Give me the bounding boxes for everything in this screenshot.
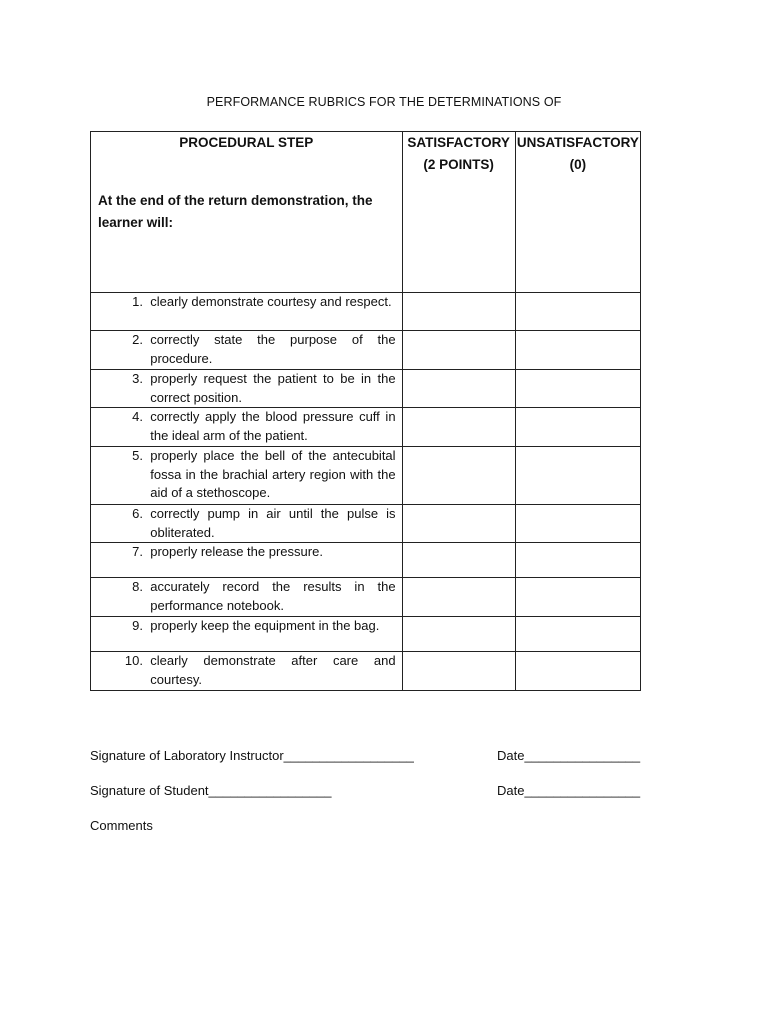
table-row (91, 617, 641, 652)
step-number: 7. (132, 544, 143, 559)
step-number: 10. (124, 653, 143, 668)
table-row (91, 543, 641, 578)
step-cell (91, 293, 403, 331)
header-satisfactory-label: SATISFACTORY (407, 135, 510, 150)
step-cell (91, 543, 403, 578)
unsatisfactory-cell[interactable] (515, 293, 640, 331)
table-row (91, 578, 641, 617)
step-number: 5. (132, 448, 143, 463)
rubric-table (90, 131, 641, 691)
table-row (91, 408, 641, 447)
unsatisfactory-cell[interactable] (515, 331, 640, 370)
unsatisfactory-cell[interactable] (515, 408, 640, 447)
instructor-signature-line[interactable]: Signature of Laboratory Instructor__________________ (90, 748, 414, 763)
step-text: clearly demonstrate after care and courtesy. (150, 653, 396, 687)
step-text: clearly demonstrate courtesy and respect. (150, 294, 392, 309)
step-cell (91, 370, 403, 408)
table-row (91, 652, 641, 691)
step-cell (91, 331, 403, 370)
step-text: accurately record the results in the performance notebook. (150, 579, 396, 613)
header-unsatisfactory-cell (515, 132, 640, 293)
step-text: correctly pump in air until the pulse is obliterated. (150, 506, 396, 540)
header-unsatisfactory-label: UNSATISFACTORY (516, 135, 639, 150)
satisfactory-cell[interactable] (402, 293, 515, 331)
satisfactory-cell[interactable] (402, 543, 515, 578)
comments-label: Comments (90, 818, 153, 833)
step-number: 6. (132, 506, 143, 521)
step-number: 4. (132, 409, 143, 424)
unsatisfactory-cell[interactable] (515, 617, 640, 652)
step-number: 1. (132, 294, 143, 309)
table-row (91, 331, 641, 370)
satisfactory-cell[interactable] (402, 652, 515, 691)
step-number: 2. (132, 332, 143, 347)
satisfactory-cell[interactable] (402, 617, 515, 652)
satisfactory-cell[interactable] (402, 505, 515, 543)
header-step-cell (91, 132, 403, 293)
table-row (91, 293, 641, 331)
unsatisfactory-cell[interactable] (515, 505, 640, 543)
step-number: 3. (132, 371, 143, 386)
document-title: PERFORMANCE RUBRICS FOR THE DETERMINATIONS OF (206, 95, 562, 109)
header-procedural-step: PROCEDURAL STEP (179, 135, 314, 150)
step-text: correctly apply the blood pressure cuff in the ideal arm of the patient. (150, 409, 396, 443)
step-text: properly keep the equipment in the bag. (150, 618, 380, 633)
header-satisfactory-points: (2 POINTS) (423, 157, 494, 172)
header-satisfactory-cell (402, 132, 515, 293)
satisfactory-cell[interactable] (402, 331, 515, 370)
step-cell (91, 505, 403, 543)
header-unsatisfactory-points: (0) (569, 157, 587, 172)
step-number: 9. (132, 618, 143, 633)
satisfactory-cell[interactable] (402, 578, 515, 617)
student-signature-line[interactable]: Signature of Student_________________ (90, 783, 332, 798)
unsatisfactory-cell[interactable] (515, 447, 640, 505)
satisfactory-cell[interactable] (402, 447, 515, 505)
table-header-row (91, 132, 641, 293)
step-text: properly place the bell of the antecubital fossa in the brachial artery region with the aid of a stethoscope. (150, 448, 396, 500)
unsatisfactory-cell[interactable] (515, 370, 640, 408)
step-text: properly request the patient to be in the correct position. (150, 371, 396, 405)
table-row (91, 370, 641, 408)
step-number: 8. (132, 579, 143, 594)
unsatisfactory-cell[interactable] (515, 578, 640, 617)
step-cell (91, 408, 403, 447)
unsatisfactory-cell[interactable] (515, 652, 640, 691)
instructor-date-line[interactable]: Date________________ (497, 748, 641, 763)
step-cell (91, 447, 403, 505)
satisfactory-cell[interactable] (402, 408, 515, 447)
step-text: properly release the pressure. (150, 544, 323, 559)
step-cell (91, 617, 403, 652)
student-date-line[interactable]: Date________________ (497, 783, 641, 798)
table-row (91, 447, 641, 505)
satisfactory-cell[interactable] (402, 370, 515, 408)
unsatisfactory-cell[interactable] (515, 543, 640, 578)
header-intro-text: At the end of the return demonstration, the learner will: (98, 193, 373, 230)
table-row (91, 505, 641, 543)
step-cell (91, 578, 403, 617)
step-text: correctly state the purpose of the procedure. (150, 332, 396, 366)
step-cell (91, 652, 403, 691)
